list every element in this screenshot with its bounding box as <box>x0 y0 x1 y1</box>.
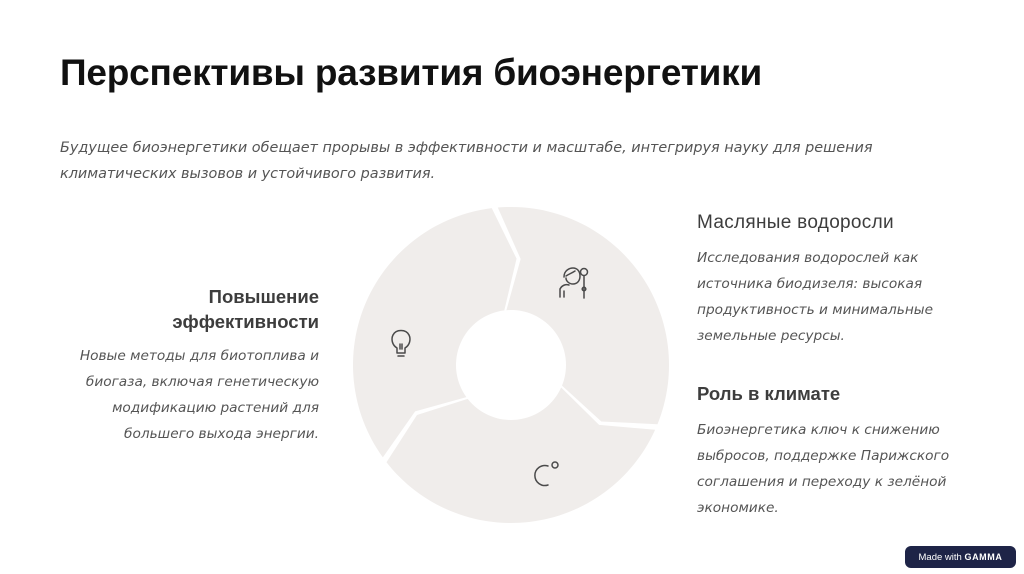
gamma-logo: GAMMA <box>964 552 1003 562</box>
cycle-diagram <box>352 206 670 524</box>
made-with-gamma-badge[interactable] <box>905 546 1016 568</box>
efficiency-text: Новые методы для биотоплива и биогаза, включая генетическую модификацию растений для большего выхода энергии. <box>79 348 319 442</box>
efficiency-title: Повышение эффективности <box>172 286 319 332</box>
climate-text: Биоэнергетика ключ к снижению выбросов, поддержке Парижского соглашения и переходу к зелёной экономике. <box>697 422 950 516</box>
page-subtitle: Будущее биоэнергетики обещает прорывы в эффективности и масштабе, интегрируя науку для решения климатических вызовов и устойчивого развития. <box>60 140 873 182</box>
badge-prefix: Made with <box>918 552 962 563</box>
algae-title: Масляные водоросли <box>697 212 894 233</box>
ring-segment-top <box>498 207 669 424</box>
cycle-ring <box>352 206 670 524</box>
algae-text: Исследования водорослей как источника биодизеля: высокая продуктивность и минимальные земельные ресурсы. <box>697 250 934 344</box>
page-title: Перспективы развития биоэнергетики <box>60 52 763 93</box>
ring-segments <box>353 207 669 523</box>
climate-title: Роль в климате <box>697 383 841 404</box>
